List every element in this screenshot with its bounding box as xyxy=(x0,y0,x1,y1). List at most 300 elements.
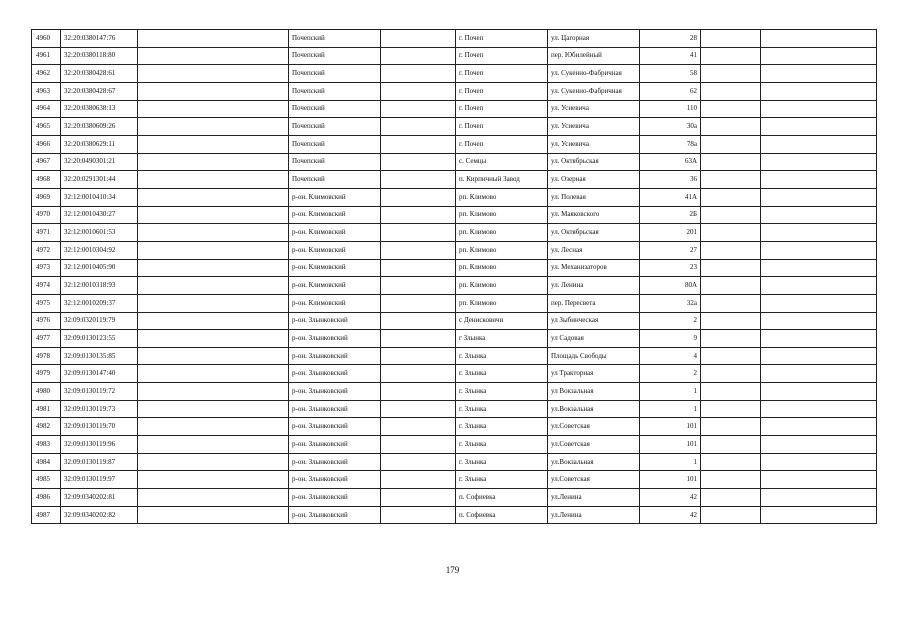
document-table-container xyxy=(31,29,876,524)
street-cell: ул.Советская xyxy=(548,418,640,436)
settlement-cell: рп. Климово xyxy=(456,206,548,224)
empty-cell-cell xyxy=(138,365,289,383)
empty-cell-cell xyxy=(381,453,456,471)
settlement-cell: п. Софиевка xyxy=(456,506,548,524)
district-cell: р-он. Климовский xyxy=(289,294,381,312)
street-cell: ул. Усиевича xyxy=(548,135,640,153)
street-cell: ул. Озерная xyxy=(548,171,640,189)
empty-cell-cell xyxy=(761,224,877,242)
empty-cell-cell xyxy=(138,471,289,489)
street-cell: ул.Советская xyxy=(548,436,640,454)
empty-cell-cell xyxy=(701,188,761,206)
cadastral-number-cell: 32:09:0130147:40 xyxy=(61,365,138,383)
empty-cell-cell xyxy=(381,135,456,153)
house-number-cell: 27 xyxy=(640,241,701,259)
empty-cell-cell xyxy=(138,206,289,224)
district-cell: Почепский xyxy=(289,100,381,118)
table-row xyxy=(32,400,877,418)
table-row xyxy=(32,65,877,83)
empty-cell-cell xyxy=(701,171,761,189)
row-number-cell: 4983 xyxy=(32,436,61,454)
settlement-cell: г Злынка xyxy=(456,330,548,348)
table-row xyxy=(32,312,877,330)
table-row xyxy=(32,206,877,224)
empty-cell-cell xyxy=(138,153,289,171)
empty-cell-cell xyxy=(138,330,289,348)
table-row xyxy=(32,383,877,401)
empty-cell-cell xyxy=(701,100,761,118)
empty-cell-cell xyxy=(138,436,289,454)
house-number-cell: 28 xyxy=(640,30,701,48)
cadastral-number-cell: 32:20:0380428:67 xyxy=(61,82,138,100)
empty-cell-cell xyxy=(701,471,761,489)
page-number: 179 xyxy=(445,565,460,575)
empty-cell-cell xyxy=(381,82,456,100)
settlement-cell: г. Злынка xyxy=(456,400,548,418)
street-cell: ул.Вокзальная xyxy=(548,400,640,418)
district-cell: р-он. Климовский xyxy=(289,259,381,277)
cadastral-number-cell: 32:09:0130119:96 xyxy=(61,436,138,454)
empty-cell-cell xyxy=(761,365,877,383)
empty-cell-cell xyxy=(381,330,456,348)
empty-cell-cell xyxy=(701,347,761,365)
district-cell: р-он. Злынковский xyxy=(289,453,381,471)
settlement-cell: г. Злынка xyxy=(456,453,548,471)
row-number-cell: 4961 xyxy=(32,47,61,65)
cadastral-number-cell: 32:12:0010601:53 xyxy=(61,224,138,242)
street-cell: ул Зыбинческая xyxy=(548,312,640,330)
house-number-cell: 30а xyxy=(640,118,701,136)
empty-cell-cell xyxy=(381,30,456,48)
settlement-cell: г. Злынка xyxy=(456,436,548,454)
house-number-cell: 1 xyxy=(640,400,701,418)
district-cell: р-он. Злынковский xyxy=(289,506,381,524)
empty-cell-cell xyxy=(761,506,877,524)
table-row xyxy=(32,153,877,171)
settlement-cell: г. Почеп xyxy=(456,65,548,83)
settlement-cell: п. Кирпичный Завод xyxy=(456,171,548,189)
empty-cell-cell xyxy=(701,135,761,153)
row-number-cell: 4981 xyxy=(32,400,61,418)
row-number-cell: 4987 xyxy=(32,506,61,524)
empty-cell-cell xyxy=(381,294,456,312)
empty-cell-cell xyxy=(381,65,456,83)
settlement-cell: г. Почеп xyxy=(456,47,548,65)
street-cell: ул. Полевая xyxy=(548,188,640,206)
empty-cell-cell xyxy=(761,82,877,100)
empty-cell-cell xyxy=(138,383,289,401)
district-cell: р-он. Злынковский xyxy=(289,312,381,330)
district-cell: р-он. Климовский xyxy=(289,277,381,295)
settlement-cell: г. Почеп xyxy=(456,118,548,136)
table-row xyxy=(32,418,877,436)
house-number-cell: 41 xyxy=(640,47,701,65)
table-row xyxy=(32,436,877,454)
district-cell: р-он. Злынковский xyxy=(289,418,381,436)
empty-cell-cell xyxy=(761,259,877,277)
cadastral-number-cell: 32:12:0010318:93 xyxy=(61,277,138,295)
table-row xyxy=(32,47,877,65)
table-body xyxy=(32,30,877,524)
district-cell: Почепский xyxy=(289,118,381,136)
house-number-cell: 80А xyxy=(640,277,701,295)
table-row xyxy=(32,506,877,524)
settlement-cell: рп. Климово xyxy=(456,294,548,312)
district-cell: Почепский xyxy=(289,30,381,48)
empty-cell-cell xyxy=(701,153,761,171)
cadastral-number-cell: 32:09:0130123:55 xyxy=(61,330,138,348)
empty-cell-cell xyxy=(701,224,761,242)
empty-cell-cell xyxy=(381,171,456,189)
settlement-cell: г. Почеп xyxy=(456,82,548,100)
street-cell: ул.Ленина xyxy=(548,506,640,524)
street-cell: пер. Юбилейный xyxy=(548,47,640,65)
district-cell: Почепский xyxy=(289,65,381,83)
house-number-cell: 41А xyxy=(640,188,701,206)
settlement-cell: г. Почеп xyxy=(456,135,548,153)
cadastral-number-cell: 32:12:0010405:90 xyxy=(61,259,138,277)
house-number-cell: 36 xyxy=(640,171,701,189)
street-cell: ул. Сукенно-Фабричная xyxy=(548,82,640,100)
table-row xyxy=(32,30,877,48)
empty-cell-cell xyxy=(381,489,456,507)
table-row xyxy=(32,188,877,206)
empty-cell-cell xyxy=(761,418,877,436)
district-cell: р-он. Злынковский xyxy=(289,436,381,454)
empty-cell-cell xyxy=(138,47,289,65)
table-row xyxy=(32,171,877,189)
empty-cell-cell xyxy=(701,453,761,471)
settlement-cell: с. Семцы xyxy=(456,153,548,171)
empty-cell-cell xyxy=(761,453,877,471)
house-number-cell: 58 xyxy=(640,65,701,83)
empty-cell-cell xyxy=(138,312,289,330)
empty-cell-cell xyxy=(381,118,456,136)
house-number-cell: 4 xyxy=(640,347,701,365)
table-row xyxy=(32,330,877,348)
settlement-cell: г. Злынка xyxy=(456,365,548,383)
empty-cell-cell xyxy=(138,294,289,312)
empty-cell-cell xyxy=(701,365,761,383)
settlement-cell: г. Почеп xyxy=(456,100,548,118)
empty-cell-cell xyxy=(381,506,456,524)
empty-cell-cell xyxy=(701,47,761,65)
cadastral-number-cell: 32:09:0340202:81 xyxy=(61,489,138,507)
house-number-cell: 1 xyxy=(640,383,701,401)
district-cell: Почепский xyxy=(289,171,381,189)
street-cell: ул.Советская xyxy=(548,471,640,489)
row-number-cell: 4982 xyxy=(32,418,61,436)
empty-cell-cell xyxy=(381,400,456,418)
street-cell: ул. Усиевича xyxy=(548,100,640,118)
empty-cell-cell xyxy=(381,259,456,277)
house-number-cell: 9 xyxy=(640,330,701,348)
cadastral-number-cell: 32:09:0130119:97 xyxy=(61,471,138,489)
empty-cell-cell xyxy=(701,206,761,224)
street-cell: ул.Вокзальная xyxy=(548,453,640,471)
settlement-cell: рп. Климово xyxy=(456,241,548,259)
empty-cell-cell xyxy=(381,312,456,330)
table-row xyxy=(32,241,877,259)
empty-cell-cell xyxy=(761,471,877,489)
table-row xyxy=(32,471,877,489)
house-number-cell: 32а xyxy=(640,294,701,312)
empty-cell-cell xyxy=(138,224,289,242)
row-number-cell: 4977 xyxy=(32,330,61,348)
row-number-cell: 4963 xyxy=(32,82,61,100)
table-row xyxy=(32,365,877,383)
row-number-cell: 4978 xyxy=(32,347,61,365)
empty-cell-cell xyxy=(138,30,289,48)
cadastral-number-cell: 32:09:0130135:85 xyxy=(61,347,138,365)
empty-cell-cell xyxy=(761,118,877,136)
street-cell: пер. Пересвета xyxy=(548,294,640,312)
settlement-cell: г. Злынка xyxy=(456,347,548,365)
empty-cell-cell xyxy=(381,224,456,242)
empty-cell-cell xyxy=(138,118,289,136)
district-cell: р-он. Злынковский xyxy=(289,489,381,507)
empty-cell-cell xyxy=(761,241,877,259)
empty-cell-cell xyxy=(761,347,877,365)
empty-cell-cell xyxy=(761,171,877,189)
empty-cell-cell xyxy=(761,47,877,65)
row-number-cell: 4967 xyxy=(32,153,61,171)
cadastral-number-cell: 32:09:0340202:82 xyxy=(61,506,138,524)
house-number-cell: 101 xyxy=(640,471,701,489)
cadastral-number-cell: 32:20:0380147:76 xyxy=(61,30,138,48)
row-number-cell: 4979 xyxy=(32,365,61,383)
empty-cell-cell xyxy=(381,206,456,224)
street-cell: ул. Сукенно-Фабричная xyxy=(548,65,640,83)
empty-cell-cell xyxy=(761,383,877,401)
settlement-cell: с Денисковичи xyxy=(456,312,548,330)
empty-cell-cell xyxy=(381,100,456,118)
house-number-cell: 2 xyxy=(640,312,701,330)
empty-cell-cell xyxy=(381,153,456,171)
cadastral-number-cell: 32:12:0010304:92 xyxy=(61,241,138,259)
row-number-cell: 4975 xyxy=(32,294,61,312)
empty-cell-cell xyxy=(761,30,877,48)
house-number-cell: 101 xyxy=(640,436,701,454)
district-cell: р-он. Климовский xyxy=(289,241,381,259)
street-cell: ул. Цагорная xyxy=(548,30,640,48)
settlement-cell: рп. Климово xyxy=(456,188,548,206)
empty-cell-cell xyxy=(701,65,761,83)
street-cell: ул Тракторная xyxy=(548,365,640,383)
cadastral-number-cell: 32:20:0380609:26 xyxy=(61,118,138,136)
empty-cell-cell xyxy=(138,418,289,436)
empty-cell-cell xyxy=(138,259,289,277)
empty-cell-cell xyxy=(761,206,877,224)
house-number-cell: 78а xyxy=(640,135,701,153)
empty-cell-cell xyxy=(761,65,877,83)
house-number-cell: 62 xyxy=(640,82,701,100)
empty-cell-cell xyxy=(701,30,761,48)
table-row xyxy=(32,347,877,365)
empty-cell-cell xyxy=(701,506,761,524)
street-cell: ул. Усиевича xyxy=(548,118,640,136)
cadastral-number-cell: 32:20:0291301:44 xyxy=(61,171,138,189)
settlement-cell: г. Почеп xyxy=(456,30,548,48)
cadastral-number-cell: 32:20:0380638:13 xyxy=(61,100,138,118)
row-number-cell: 4970 xyxy=(32,206,61,224)
house-number-cell: 101 xyxy=(640,418,701,436)
table-row xyxy=(32,277,877,295)
empty-cell-cell xyxy=(761,436,877,454)
empty-cell-cell xyxy=(701,277,761,295)
empty-cell-cell xyxy=(381,188,456,206)
street-cell: ул. Октябрьская xyxy=(548,224,640,242)
cadastral-number-cell: 32:09:0130119:70 xyxy=(61,418,138,436)
empty-cell-cell xyxy=(138,241,289,259)
street-cell: ул. Лесная xyxy=(548,241,640,259)
row-number-cell: 4960 xyxy=(32,30,61,48)
empty-cell-cell xyxy=(138,188,289,206)
district-cell: р-он. Злынковский xyxy=(289,383,381,401)
empty-cell-cell xyxy=(381,436,456,454)
table-row xyxy=(32,100,877,118)
district-cell: р-он. Злынковский xyxy=(289,330,381,348)
cadastral-number-cell: 32:09:0130119:87 xyxy=(61,453,138,471)
empty-cell-cell xyxy=(381,277,456,295)
empty-cell-cell xyxy=(381,471,456,489)
street-cell: ул. Механизаторов xyxy=(548,259,640,277)
empty-cell-cell xyxy=(701,330,761,348)
row-number-cell: 4965 xyxy=(32,118,61,136)
table-row xyxy=(32,489,877,507)
empty-cell-cell xyxy=(761,277,877,295)
settlement-cell: г. Злынка xyxy=(456,383,548,401)
house-number-cell: 2Б xyxy=(640,206,701,224)
settlement-cell: рп. Климово xyxy=(456,224,548,242)
district-cell: Почепский xyxy=(289,135,381,153)
cadastral-number-cell: 32:09:0130119:72 xyxy=(61,383,138,401)
settlement-cell: п. Софиевка xyxy=(456,489,548,507)
settlement-cell: рп. Климово xyxy=(456,277,548,295)
cadastral-number-cell: 32:12:0010209:37 xyxy=(61,294,138,312)
cadastral-number-cell: 32:09:0320119:79 xyxy=(61,312,138,330)
row-number-cell: 4971 xyxy=(32,224,61,242)
row-number-cell: 4973 xyxy=(32,259,61,277)
house-number-cell: 23 xyxy=(640,259,701,277)
empty-cell-cell xyxy=(381,347,456,365)
empty-cell-cell xyxy=(138,171,289,189)
empty-cell-cell xyxy=(381,47,456,65)
empty-cell-cell xyxy=(138,347,289,365)
empty-cell-cell xyxy=(138,506,289,524)
street-cell: ул. Октябрьская xyxy=(548,153,640,171)
empty-cell-cell xyxy=(761,188,877,206)
street-cell: ул. Ленина xyxy=(548,277,640,295)
empty-cell-cell xyxy=(761,135,877,153)
empty-cell-cell xyxy=(138,82,289,100)
street-cell: ул. Маяковского xyxy=(548,206,640,224)
empty-cell-cell xyxy=(138,489,289,507)
district-cell: Почепский xyxy=(289,153,381,171)
table-row xyxy=(32,294,877,312)
empty-cell-cell xyxy=(138,100,289,118)
row-number-cell: 4976 xyxy=(32,312,61,330)
district-cell: р-он. Злынковский xyxy=(289,347,381,365)
row-number-cell: 4968 xyxy=(32,171,61,189)
row-number-cell: 4966 xyxy=(32,135,61,153)
settlement-cell: г. Злынка xyxy=(456,418,548,436)
property-register-table xyxy=(31,29,877,524)
empty-cell-cell xyxy=(701,436,761,454)
empty-cell-cell xyxy=(701,82,761,100)
table-row xyxy=(32,453,877,471)
house-number-cell: 1 xyxy=(640,453,701,471)
table-row xyxy=(32,224,877,242)
district-cell: р-он. Злынковский xyxy=(289,365,381,383)
street-cell: ул Вокзальная xyxy=(548,383,640,401)
row-number-cell: 4969 xyxy=(32,188,61,206)
empty-cell-cell xyxy=(761,312,877,330)
empty-cell-cell xyxy=(138,453,289,471)
empty-cell-cell xyxy=(381,241,456,259)
empty-cell-cell xyxy=(761,330,877,348)
cadastral-number-cell: 32:12:0010430:27 xyxy=(61,206,138,224)
cadastral-number-cell: 32:12:0010410:34 xyxy=(61,188,138,206)
table-row xyxy=(32,118,877,136)
house-number-cell: 63А xyxy=(640,153,701,171)
cadastral-number-cell: 32:20:0380428:61 xyxy=(61,65,138,83)
empty-cell-cell xyxy=(138,135,289,153)
empty-cell-cell xyxy=(381,365,456,383)
cadastral-number-cell: 32:09:0130119:73 xyxy=(61,400,138,418)
street-cell: ул Садовая xyxy=(548,330,640,348)
row-number-cell: 4986 xyxy=(32,489,61,507)
cadastral-number-cell: 32:20:0380118:80 xyxy=(61,47,138,65)
house-number-cell: 42 xyxy=(640,506,701,524)
empty-cell-cell xyxy=(701,383,761,401)
district-cell: Почепский xyxy=(289,82,381,100)
empty-cell-cell xyxy=(138,400,289,418)
empty-cell-cell xyxy=(138,65,289,83)
empty-cell-cell xyxy=(761,100,877,118)
cadastral-number-cell: 32:20:0490301:21 xyxy=(61,153,138,171)
district-cell: Почепский xyxy=(289,47,381,65)
row-number-cell: 4962 xyxy=(32,65,61,83)
empty-cell-cell xyxy=(761,489,877,507)
house-number-cell: 42 xyxy=(640,489,701,507)
empty-cell-cell xyxy=(701,400,761,418)
settlement-cell: г. Злынка xyxy=(456,471,548,489)
empty-cell-cell xyxy=(701,489,761,507)
cadastral-number-cell: 32:20:0380629:11 xyxy=(61,135,138,153)
empty-cell-cell xyxy=(701,294,761,312)
row-number-cell: 4974 xyxy=(32,277,61,295)
table-row xyxy=(32,82,877,100)
district-cell: р-он. Злынковский xyxy=(289,400,381,418)
district-cell: р-он. Климовский xyxy=(289,206,381,224)
empty-cell-cell xyxy=(381,383,456,401)
empty-cell-cell xyxy=(701,312,761,330)
empty-cell-cell xyxy=(701,418,761,436)
row-number-cell: 4972 xyxy=(32,241,61,259)
house-number-cell: 2 xyxy=(640,365,701,383)
district-cell: р-он. Климовский xyxy=(289,188,381,206)
settlement-cell: рп. Климово xyxy=(456,259,548,277)
empty-cell-cell xyxy=(138,277,289,295)
empty-cell-cell xyxy=(761,153,877,171)
empty-cell-cell xyxy=(701,118,761,136)
empty-cell-cell xyxy=(761,294,877,312)
house-number-cell: 110 xyxy=(640,100,701,118)
district-cell: р-он. Злынковский xyxy=(289,471,381,489)
street-cell: ул.Ленина xyxy=(548,489,640,507)
street-cell: Площадь Свободы xyxy=(548,347,640,365)
